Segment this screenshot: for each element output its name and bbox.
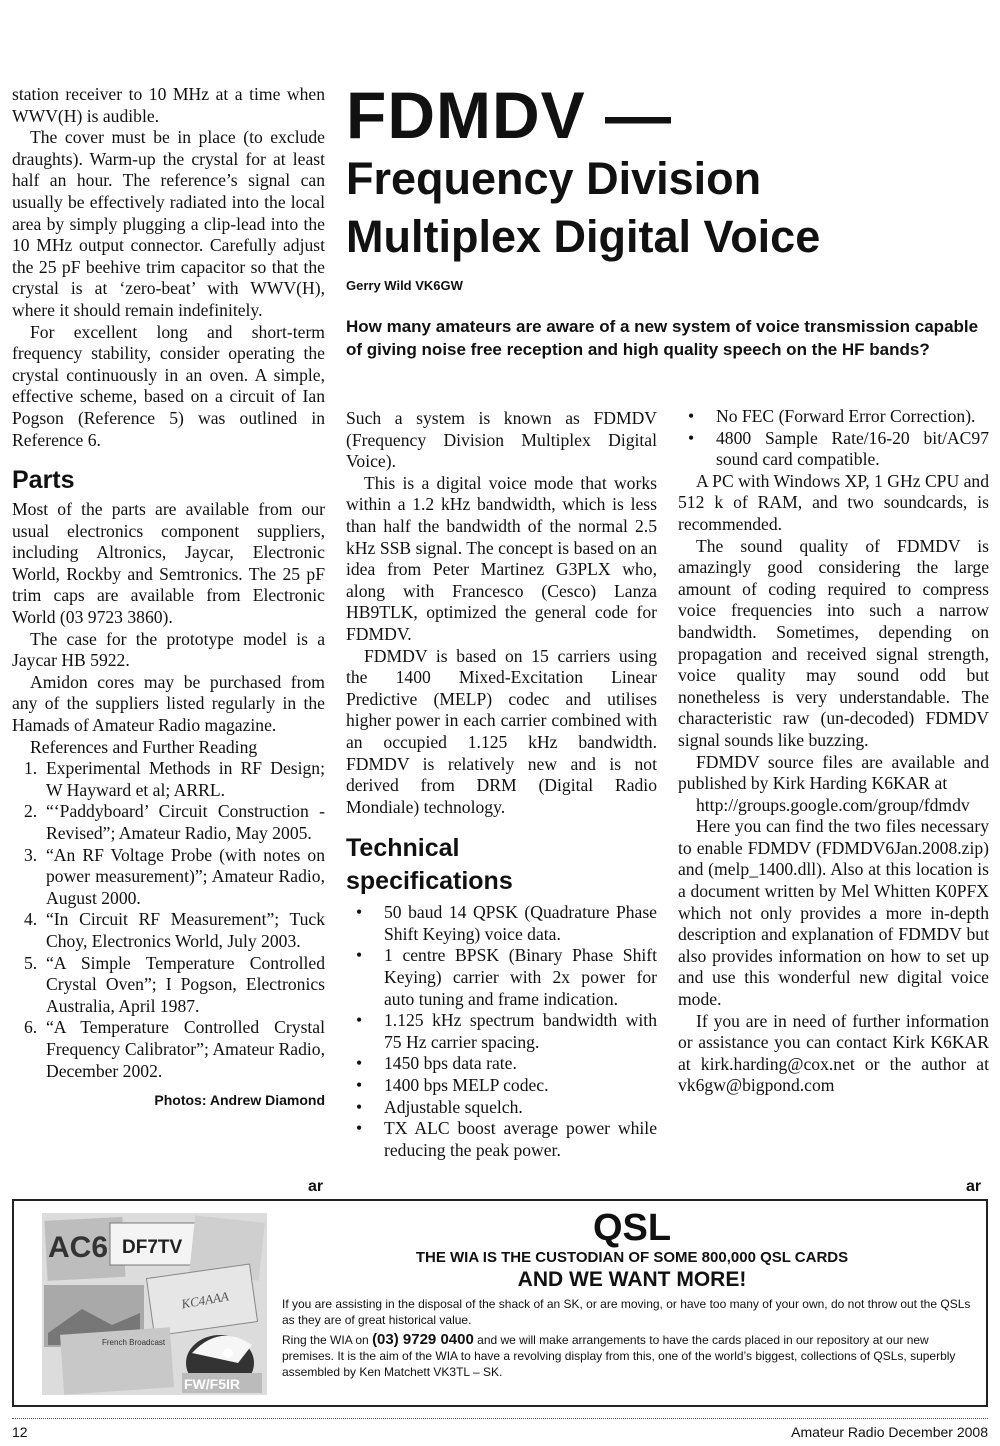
spec-item: • 4800 Sample Rate/16-20 bit/AC97 sound card compatible. — [688, 427, 989, 470]
reference-item: 6. “A Temperature Controlled Crystal Frequency Calibrator”; Amateur Radio, December 2002. — [24, 1017, 325, 1081]
spec-item: • 50 baud 14 QPSK (Quadrature Phase Shift Keying) voice data. — [356, 902, 657, 944]
group-url-link[interactable]: http://groups.google.com/group/fdmdv — [696, 794, 970, 815]
qsl-title: QSL — [592, 1207, 672, 1249]
footer-divider — [12, 1418, 988, 1419]
qsl-paragraph-1: If you are assisting in the disposal of the shack of an SK, or are moving, or have too many of your own, do not throw out the QSLs as they are of great historical value. — [282, 1297, 971, 1327]
tech-specs-heading: Technical specifications — [346, 834, 513, 896]
article-title-line2: Frequency Division — [346, 153, 762, 204]
spec-item: • 1.125 kHz spectrum bandwidth with 75 Hz carrier spacing. — [356, 1010, 657, 1052]
qsl-card-label-french: French Broadcast — [102, 1338, 166, 1347]
qsl-card-label-df7tv: DF7TV — [122, 1237, 183, 1258]
qsl-card-label-ac6: AC6 — [48, 1231, 109, 1264]
qsl-cards-image — [42, 1213, 267, 1395]
spec-item: • 1 centre BPSK (Binary Phase Shift Keying) carrier with 2x power for auto tuning and frame indication. — [356, 945, 657, 1009]
spec-item: • No FEC (Forward Error Correction). — [688, 406, 976, 426]
page-number: 12 — [12, 1424, 28, 1440]
paragraph: A PC with Windows XP, 1 GHz CPU and 512 k of RAM, and two soundcards, is recommended. — [678, 470, 989, 534]
qsl-headline: THE WIA IS THE CUSTODIAN OF SOME 800,000 QSL CARDS — [415, 1249, 849, 1266]
reference-item: 4. “In Circuit RF Measurement”; Tuck Choy, Electronics World, July 2003. — [24, 909, 325, 951]
stability-paragraph: For excellent long and short-term frequency stability, consider operating the crystal continuously in an oven. A simple, effective scheme, based on a circuit of Ian Pogson (Reference 5) was outlined in Reference 6. — [12, 321, 325, 450]
spec-list-continued — [678, 406, 989, 471]
paragraph: This is a digital voice mode that works within a 1.2 kHz bandwidth, which is less than half the bandwidth of the normal 2.5 kHz SSB signal. The concept is based on an idea from Peter Martinez G3PLX who, along with Francesco (Cesco) Lanza HB9TLK, optimized the general code for FDMDV. — [346, 472, 657, 644]
spec-item: • TX ALC boost average power while reducing the peak power. — [356, 1118, 657, 1160]
qsl-card-label-fw: FW/F5IR — [184, 1376, 240, 1392]
wia-phone-number[interactable]: (03) 9729 0400 — [372, 1331, 474, 1348]
article-title-line3: Multiplex Digital Voice — [346, 211, 821, 262]
reference-item: 5. “A Simple Temperature Controlled Crystal Oven”; I Pogson, Electronics Australia, April 1987. — [24, 952, 325, 1016]
article-header — [346, 80, 991, 361]
left-column — [12, 84, 325, 1112]
paragraph: Here you can find the two files necessary to enable FDMDV (FDMDV6Jan.2008.zip) and (melp_1400.dll). Also at this location is a document written by Mel Whitten K0PFX which not only provides a more in-depth description and explanation of FDMDV but also provides information on how to set up and use this wonderful new digital voice mode. — [678, 816, 989, 1010]
paragraph: FDMDV is based on 15 carriers using the 1400 Mixed-Excitation Linear Predictive (MELP) codec and utilises higher power in each carrier combined with an occupied 1.125 kHz bandwidth. FDMDV is relatively new and is not derived from DRM (Digital Radio Mondiale) technology. — [346, 645, 657, 817]
end-mark-right: ar — [966, 1178, 982, 1195]
qsl-advert-text — [282, 1207, 982, 1380]
continued-paragraph: station receiver to 10 MHz at a time when WWV(H) is audible. — [12, 84, 325, 126]
amidon-paragraph: Amidon cores may be purchased from any of the suppliers listed regularly in the Hamads of Amateur Radio magazine. — [12, 671, 325, 736]
publication-name: Amateur Radio December 2008 — [791, 1424, 988, 1440]
case-paragraph: The case for the prototype model is a Jaycar HB 5922. — [12, 628, 325, 671]
paragraph: Such a system is known as FDMDV (Frequency Division Multiplex Digital Voice). — [346, 408, 657, 472]
middle-column — [346, 408, 657, 1161]
article-title-line1: FDMDV — — [346, 78, 672, 152]
qsl-paragraph-2: Ring the WIA on (03) 9729 0400 and we will make arrangements to have the cards placed in our repository at our new premises. It is the aim of the WIA to have a revolving display from this, one of the world’s biggest, collections of QSLs, superbly assembled by Ken Matchett VK3TL – SK. — [282, 1331, 956, 1379]
reference-item: 3. “An RF Voltage Probe (with notes on power measurement)”; Amateur Radio, August 2000. — [24, 844, 325, 908]
qsl-subheadline: AND WE WANT MORE! — [517, 1268, 747, 1291]
qsl-advert-box — [12, 1199, 988, 1407]
reference-item: 1. Experimental Methods in RF Design; W Hayward et al; ARRL. — [24, 758, 325, 800]
references-list — [12, 758, 325, 1082]
right-column — [678, 406, 989, 1097]
references-heading: References and Further Reading — [30, 736, 258, 757]
byline: Gerry Wild VK6GW — [346, 278, 463, 293]
parts-heading: Parts — [12, 466, 75, 495]
qsl-cards-collage — [42, 1213, 267, 1395]
paragraph: The sound quality of FDMDV is amazingly good considering the large amount of coding required to compress voice frequencies into such a narrow bandwidth. Sometimes, depending on propagation and received signal strength, voice quality may sound odd but nonetheless is very understandable. The characteristic raw (un-decoded) FDMDV signal sounds like buzzing. — [678, 535, 989, 750]
paragraph: FDMDV source files are available and published by Kirk Harding K6KAR at — [678, 751, 989, 794]
contact-paragraph: If you are in need of further information or assistance you can contact Kirk K6KAR at kirk.harding@cox.net or the author at vk6gw@bigpond.com — [678, 1010, 989, 1096]
reference-item: 2. “‘Paddyboard’ Circuit Construction - Revised”; Amateur Radio, May 2005. — [24, 801, 325, 843]
spec-item: • 1450 bps data rate. — [356, 1053, 517, 1074]
spec-list — [346, 902, 657, 1161]
parts-paragraph: Most of the parts are available from our usual electronics component suppliers, including Altronics, Jaycar, Electronic World, Rockby and Semtronics. The 25 pF trim caps are available from Electronic World (03 9723 3860). — [12, 499, 325, 628]
photo-credit: Photos: Andrew Diamond — [154, 1092, 325, 1109]
spec-item: • Adjustable squelch. — [356, 1096, 523, 1117]
cover-paragraph: The cover must be in place (to exclude draughts). Warm-up the crystal for at least half an hour. The reference’s signal can usually be effectively radiated into the local area by simply plugging a clip-lead into the 10 MHz output connector. Carefully adjust the 25 pF beehive trim capacitor so that the crystal is at ‘zero-beat’ with WWV(H), where it should remain indefinitely. — [12, 127, 325, 320]
qsl-card-label-kc4aaa: KC4AAA — [180, 1288, 230, 1312]
intro-standfirst: How many amateurs are aware of a new system of voice transmission capable of giving noise free reception and high quality speech on the HF bands? — [346, 317, 979, 359]
end-mark-left: ar — [308, 1178, 324, 1195]
spec-item: • 1400 bps MELP codec. — [356, 1075, 549, 1096]
